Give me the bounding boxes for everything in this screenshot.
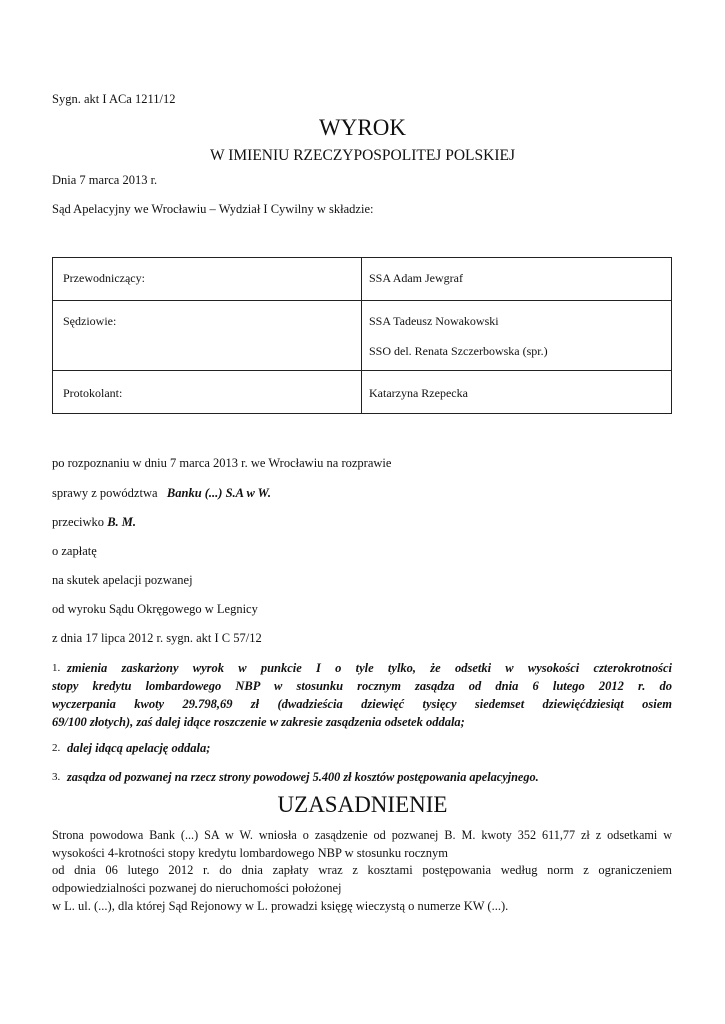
ruling-text-line: zmienia zaskarżony wyrok w punkcie I o tyle tylko, że odsetki w wysokości czterokrotności xyxy=(67,661,672,675)
judgment-from-line: od wyroku Sądu Okręgowego w Legnicy xyxy=(52,602,258,616)
court-composition-intro: Sąd Apelacyjny we Wrocławiu – Wydział I Cywilny w składzie: xyxy=(52,202,374,216)
ruling-text-line: zasądza od pozwanej na rzecz strony powodowej 5.400 zł kosztów postępowania apelacyjnego. xyxy=(67,770,539,784)
case-prefix: sprawy z powództwa xyxy=(52,486,158,500)
ruling-text-line: wyczerpania kwoty 29.798,69 zł (dwadzieścia dziewięć tysięcy siedemset dziewięćdziesiąt osiem xyxy=(52,697,672,711)
justification-line: Strona powodowa Bank (...) SA w W. wniosła o zasądzenie od pozwanej B. M. kwoty 352 611,77 zł z odsetkami w xyxy=(52,828,672,842)
hearing-line: po rozpoznaniu w dniu 7 marca 2013 r. we Wrocławiu na rozprawie xyxy=(52,456,392,470)
justification-line: od dnia 06 lutego 2012 r. do dnia zapłaty wraz z kosztami postępowania według norm z ograniczeniem xyxy=(52,863,672,877)
case-number: Sygn. akt I ACa 1211/12 xyxy=(52,92,176,106)
against-prefix: przeciwko xyxy=(52,515,105,529)
judge-name: SSO del. Renata Szczerbowska (spr.) xyxy=(369,344,548,358)
justification-line: w L. ul. (...), dla której Sąd Rejonowy w L. prowadzi księgę wieczystą o numerze KW (...). xyxy=(52,899,509,913)
judge-name: SSA Tadeusz Nowakowski xyxy=(369,314,499,328)
appeal-line: na skutek apelacji pozwanej xyxy=(52,573,193,587)
case-line xyxy=(52,485,271,501)
table-divider xyxy=(53,370,671,371)
presiding-judge-name: SSA Adam Jewgraf xyxy=(369,271,463,285)
ruling-text-line: stopy kredytu lombardowego NBP w stosunku rocznym zasądza od dnia 6 lutego 2012 r. do xyxy=(52,679,672,693)
table-divider xyxy=(53,300,671,301)
judgment-date-line: z dnia 17 lipca 2012 r. sygn. akt I C 57/12 xyxy=(52,631,262,645)
ruling-text-line: dalej idącą apelację oddala; xyxy=(67,741,211,755)
clerk-name: Katarzyna Rzepecka xyxy=(369,386,468,400)
defendant-name: B. M. xyxy=(107,515,137,529)
presiding-judge-label: Przewodniczący: xyxy=(63,271,145,285)
table-column-divider xyxy=(361,258,362,413)
judges-label: Sędziowie: xyxy=(63,314,117,328)
against-line xyxy=(52,514,136,530)
clerk-label: Protokolant: xyxy=(63,386,123,400)
ruling-number: 2. xyxy=(52,742,61,754)
justification-line: wysokości 4-krotności stopy kredytu lombardowego NBP w stosunku rocznym xyxy=(52,846,449,860)
composition-table xyxy=(52,257,672,414)
document-title: WYROK xyxy=(319,115,406,140)
ruling-number: 1. xyxy=(52,662,61,674)
plaintiff-name: Banku (...) S.A w W. xyxy=(166,486,271,500)
justification-heading: UZASADNIENIE xyxy=(277,792,448,817)
document-subtitle: W IMIENIU RZECZYPOSPOLITEJ POLSKIEJ xyxy=(210,147,515,164)
judgment-date: Dnia 7 marca 2013 r. xyxy=(52,173,158,187)
ruling-number: 3. xyxy=(52,771,61,783)
subject-line: o zapłatę xyxy=(52,544,97,558)
justification-line: odpowiedzialności pozwanej do nieruchomości położonej xyxy=(52,881,342,895)
ruling-text-line: 69/100 złotych), zaś dalej idące roszczenie w zakresie zasądzenia odsetek oddala; xyxy=(52,715,465,729)
